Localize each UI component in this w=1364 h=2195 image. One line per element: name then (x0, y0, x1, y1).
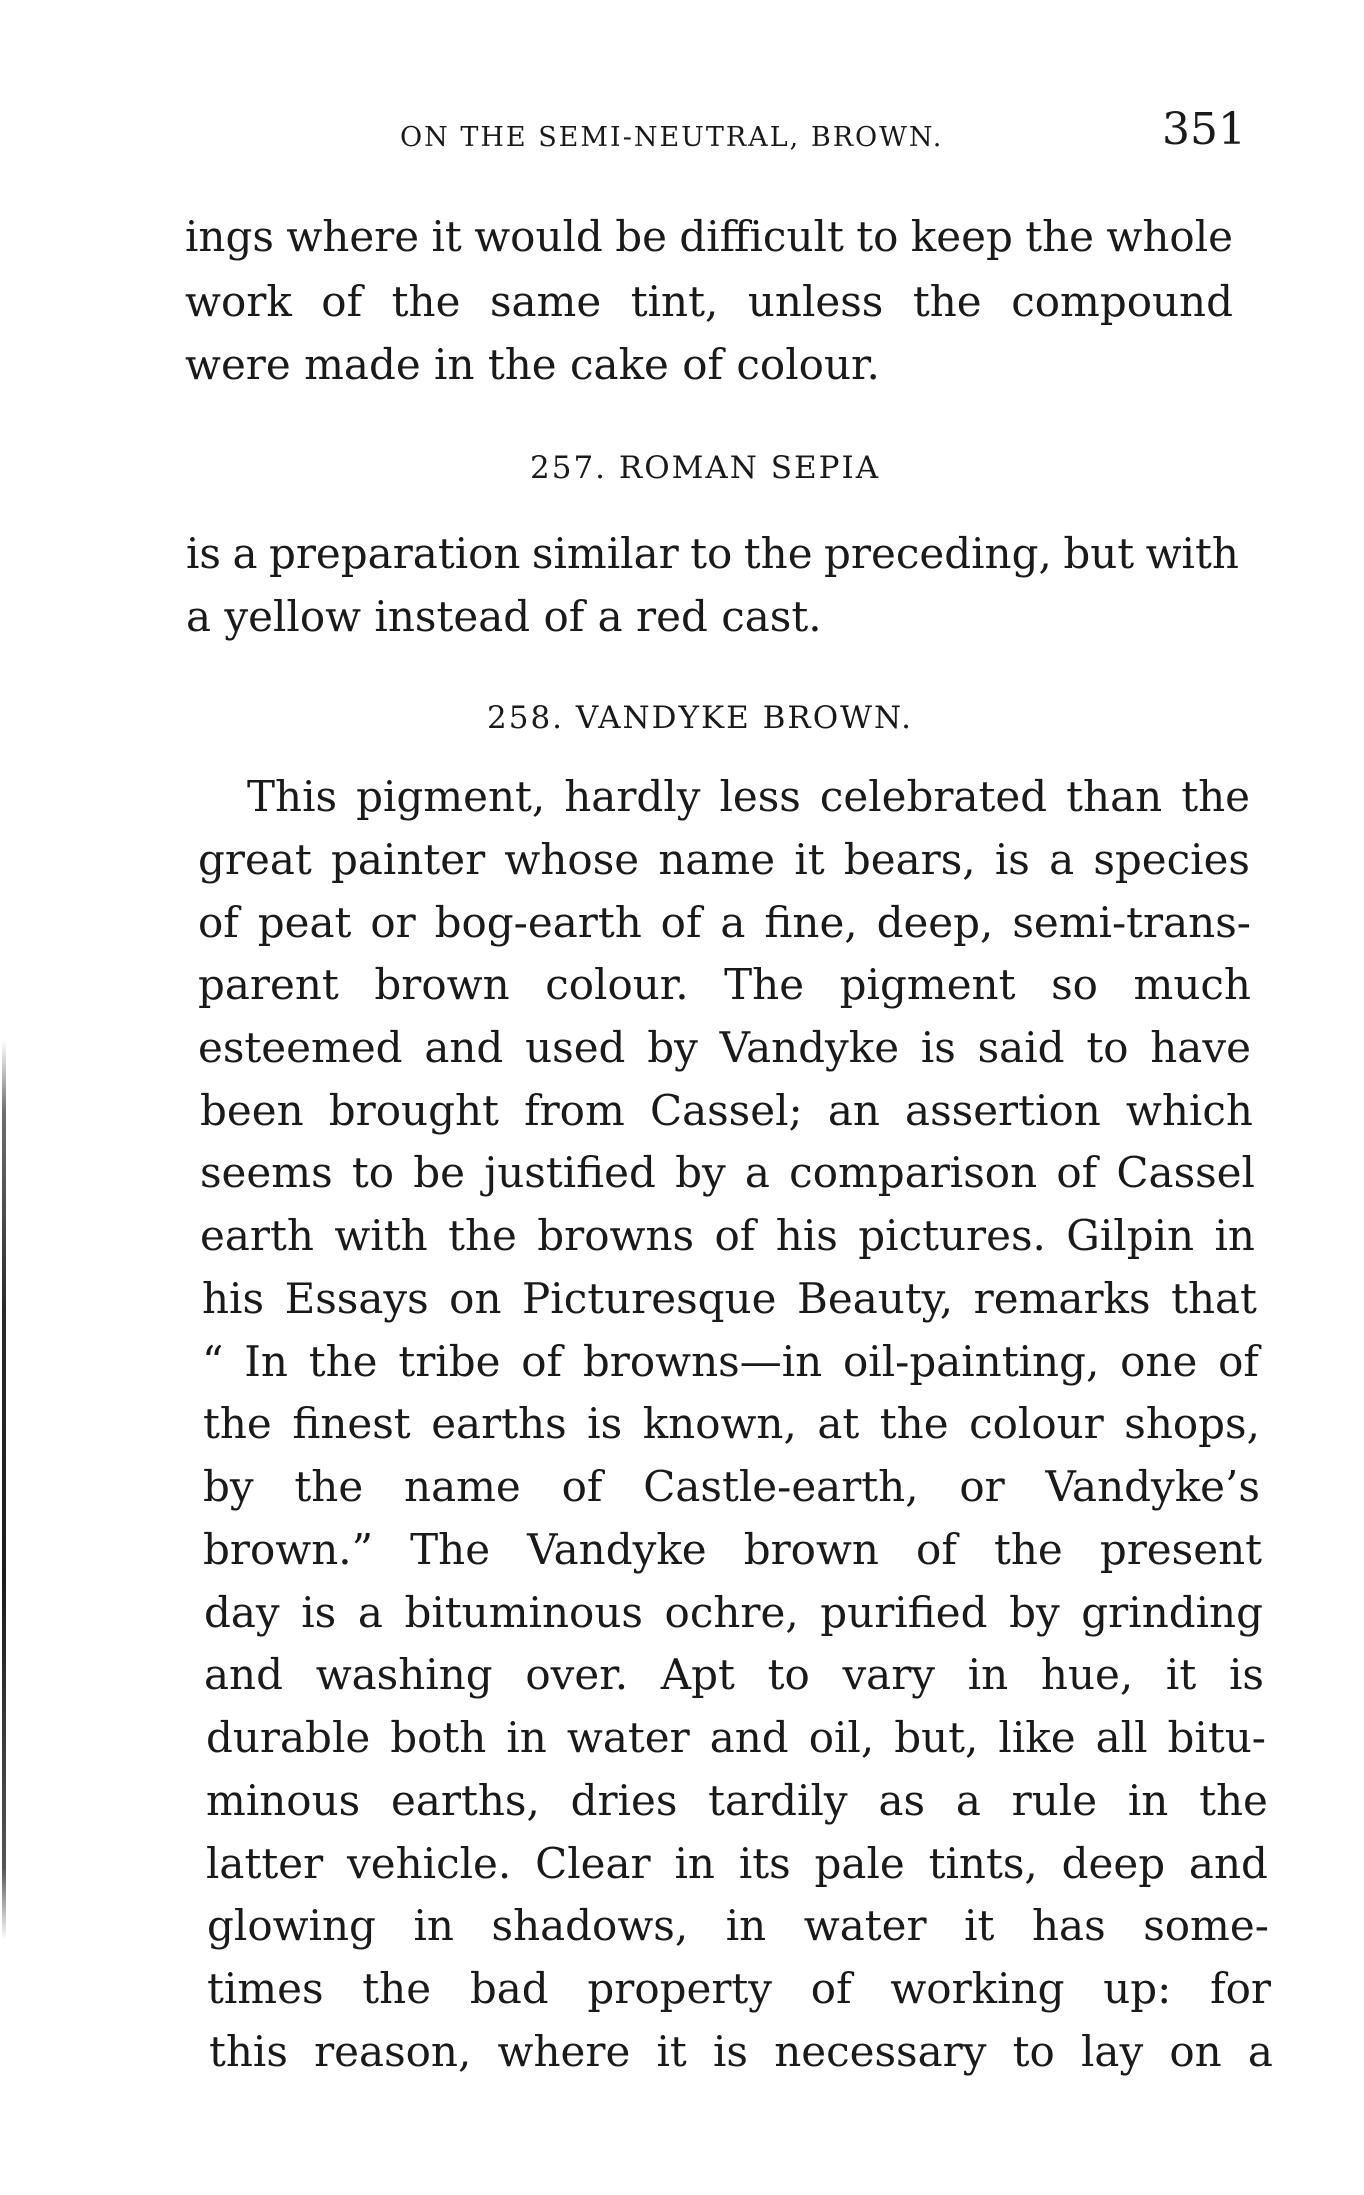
text-line: seems to be justified by a comparison of Cassel (200, 1148, 1255, 1197)
text-line: a yellow instead of a red cast. (186, 592, 822, 641)
section-heading-roman-sepia: 257. ROMAN SEPIA (530, 450, 881, 486)
text-line: and washing over. Apt to vary in hue, it is (204, 1650, 1264, 1699)
text-line: This pigment, hardly less celebrated than the (247, 772, 1250, 821)
text-line: esteemed and used by Vandyke is said to have (198, 1023, 1251, 1072)
text-line: of peat or bog-earth of a fine, deep, semi-trans- (198, 898, 1251, 947)
text-line: is a preparation similar to the preceding, but with (186, 529, 1239, 578)
text-line: been brought from Cassel; an assertion which (200, 1086, 1253, 1135)
text-line: the finest earths is known, at the colour shops, (203, 1399, 1260, 1448)
text-line: brown.” The Vandyke brown of the present (203, 1525, 1262, 1574)
text-line: this reason, where it is necessary to lay on a (209, 2027, 1273, 2076)
running-head: ON THE SEMI-NEUTRAL, BROWN. (400, 122, 944, 153)
text-line: latter vehicle. Clear in its pale tints, deep and (206, 1839, 1268, 1888)
section-heading-vandyke-brown: 258. VANDYKE BROWN. (487, 700, 914, 736)
text-line: glowing in shadows, in water it has some- (207, 1901, 1269, 1950)
text-line: durable both in water and oil, but, like all bitu- (206, 1713, 1266, 1762)
text-line: earth with the browns of his pictures. Gilpin in (200, 1211, 1255, 1260)
text-line: “ In the tribe of browns—in oil-painting, one of (202, 1337, 1259, 1386)
text-line: minous earths, dries tardily as a rule in the (206, 1776, 1268, 1825)
text-line: by the name of Castle-earth, or Vandyke’s (203, 1462, 1260, 1511)
binding-edge-shadow (2, 1040, 6, 1940)
page-number: 351 (1162, 104, 1246, 155)
text-line: were made in the cake of colour. (185, 340, 880, 389)
text-line: times the bad property of working up: for (207, 1964, 1271, 2013)
text-line: great painter whose name it bears, is a species (198, 835, 1250, 884)
text-line: work of the same tint, unless the compound (185, 277, 1233, 326)
text-line: parent brown colour. The pigment so much (198, 960, 1251, 1009)
text-line: day is a bituminous ochre, purified by grinding (204, 1588, 1263, 1637)
text-line: ings where it would be difficult to keep the whole (185, 212, 1233, 261)
text-line: his Essays on Picturesque Beauty, remarks that (202, 1274, 1257, 1323)
